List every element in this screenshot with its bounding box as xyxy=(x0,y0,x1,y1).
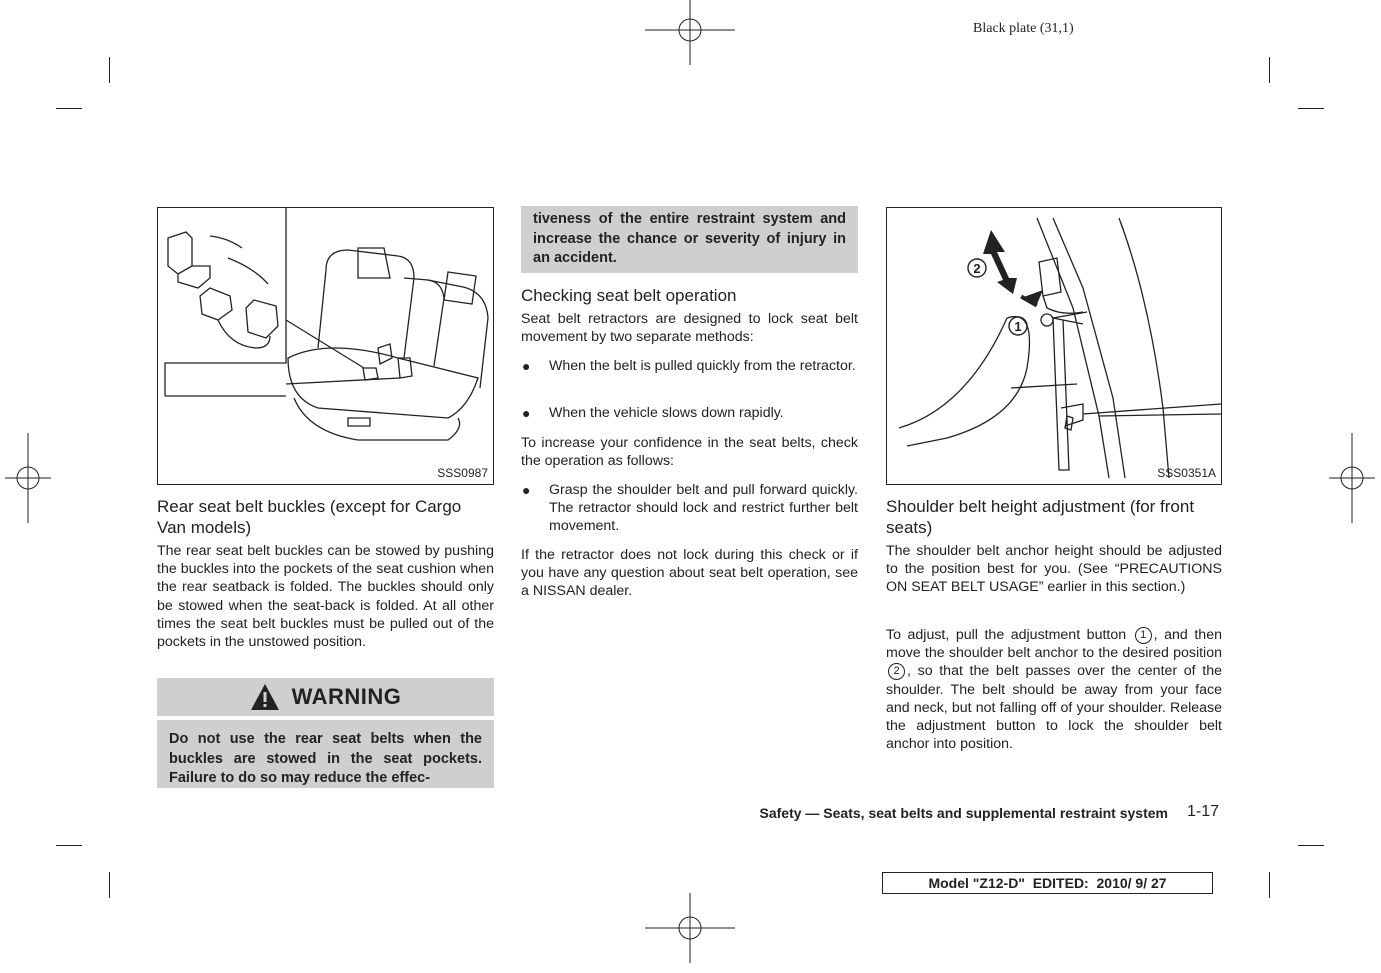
adjust-text-a: To adjust, pull the adjustment button xyxy=(886,627,1127,643)
bullet-item xyxy=(522,357,858,375)
registration-mark-top xyxy=(645,0,735,75)
paragraph-confidence: To increase your confidence in the seat belts, check the operation as follows: xyxy=(521,435,858,470)
rear-seat-illustration xyxy=(157,207,494,485)
callout-1-inline: 1 xyxy=(1135,627,1152,644)
bullet-dot: ● xyxy=(522,405,531,421)
figure-id: SSS0987 xyxy=(437,466,488,480)
bullet-dot: ● xyxy=(522,482,531,498)
bullet-item xyxy=(522,481,858,536)
adjust-text-b: , and then move the shoulder belt anchor to the desired position xyxy=(886,627,1222,662)
warning-text: Do not use the rear seat belts when the buckles are stowed in the seat pockets. Failure to do so may reduce the effec- xyxy=(157,720,494,788)
registration-mark-left xyxy=(0,433,73,523)
shoulder-belt-drawing xyxy=(887,208,1221,484)
bullet-text: When the vehicle slows down rapidly. xyxy=(549,405,784,421)
section-heading-rear-buckles: Rear seat belt buckles (except for Cargo Van models) xyxy=(157,497,462,537)
callout-2-inline: 2 xyxy=(888,663,905,680)
plate-label: Black plate (31,1) xyxy=(973,21,1074,36)
rear-seat-drawing xyxy=(158,208,493,484)
adjust-text-c: , so that the belt passes over the center of the shoulder. The belt should be away from your face and neck, but not falling off of your shoulder. Release the adjustment button to lock the shoulder belt anchor into position. xyxy=(886,663,1222,753)
bullet-text: When the belt is pulled quickly from the retractor. xyxy=(549,358,856,374)
figure-id: SSS0351A xyxy=(1157,466,1216,480)
bullet-item xyxy=(522,404,858,422)
paragraph-adjust xyxy=(886,626,1222,753)
warning-triangle-icon xyxy=(250,683,280,711)
crop-mark xyxy=(1269,872,1270,898)
warning-text-continued: tiveness of the entire restraint system and increase the chance or severity of injury in an accident. xyxy=(521,206,858,273)
crop-mark xyxy=(1298,845,1324,846)
warning-title: WARNING xyxy=(291,684,402,709)
callout-2: 2 xyxy=(973,261,981,276)
crop-mark xyxy=(1269,57,1270,83)
registration-mark-right xyxy=(1307,433,1381,523)
model-edited-box: Model "Z12-D" EDITED: 2010/ 9/ 27 xyxy=(882,872,1213,894)
warning-header xyxy=(157,678,494,716)
footer-section-title: Safety — Seats, seat belts and supplemental restraint system xyxy=(759,805,1168,821)
bullet-dot: ● xyxy=(522,358,531,374)
paragraph-dealer: If the retractor does not lock during this check or if you have any question about seat belt operation, see a NISSAN dealer. xyxy=(521,547,858,600)
section-heading-shoulder: Shoulder belt height adjustment (for front seats) xyxy=(886,497,1195,537)
crop-mark xyxy=(56,108,82,109)
crop-mark xyxy=(109,57,110,83)
crop-mark xyxy=(1298,108,1324,109)
section-heading-checking: Checking seat belt operation xyxy=(521,286,737,305)
shoulder-belt-illustration xyxy=(886,207,1222,485)
crop-mark xyxy=(56,845,82,846)
registration-mark-bottom xyxy=(645,883,735,973)
paragraph-rear-buckles: The rear seat belt buckles can be stowed by pushing the buckles into the pockets of the seat cushion when the rear seatback is folded. The buckles should only be stowed when the seat-back is folded. At all other times the seat belt buckles must be pulled out of the pockets in the unstowed position. xyxy=(157,543,494,651)
page-number: 1-17 xyxy=(1187,803,1220,820)
paragraph-anchor-height: The shoulder belt anchor height should be adjusted to the position best for you. (See “PRECAUTIONS ON SEAT BELT USAGE” earlier in this section.) xyxy=(886,543,1222,596)
bullet-text: Grasp the shoulder belt and pull forward quickly. The retractor should lock and restrict further belt movement. xyxy=(549,482,858,535)
paragraph-intro: Seat belt retractors are designed to lock seat belt movement by two separate methods: xyxy=(521,311,858,346)
callout-1: 1 xyxy=(1014,319,1022,334)
crop-mark xyxy=(109,872,110,898)
